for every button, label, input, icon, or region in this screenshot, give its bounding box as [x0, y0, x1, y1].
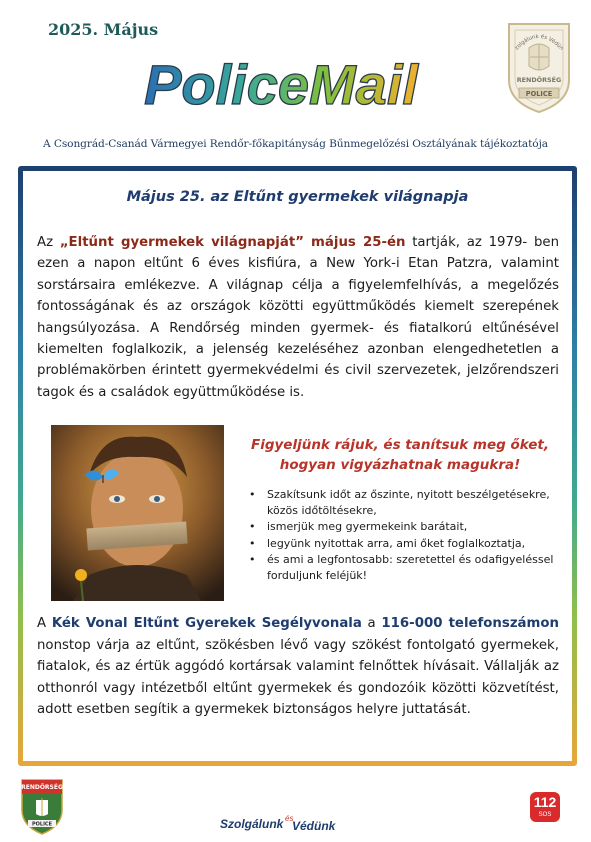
svg-text:és: és: [285, 814, 294, 823]
svg-text:POLICE: POLICE: [525, 90, 553, 98]
gagged-boy-butterfly-photo: [51, 425, 224, 601]
svg-text:Szolgálunk és Védünk: zolgálunk és Védün: [513, 33, 565, 52]
masthead-text: PoliceMail: [144, 53, 418, 116]
svg-text:Szolgálunk: Szolgálunk: [220, 817, 284, 831]
article-frame: [18, 166, 577, 766]
svg-text:Védünk: Védünk: [292, 819, 336, 833]
intro-paragraph: Az „Eltűnt gyermekek világnapját” május 25-én tartják, az 1979- ben ezen a napon eltűnt 6 éves kisfiúra, a New York-i Etan Patzra, valamint sorstársaira emlékezve. A világnap célja a figyelemfelhívás, a megelőzés fontosságának és az országok közötti együttműködés kiemelt szerepének hangsúlyozása. A Rendőrség minden gyermek- és fiatalkorú eltűnésével kiemelten foglalkozik, a jelenség kezeléséhez azonban elengedhetetlen a problémakörben érintett gyermekvédelmi és civil szervezetek, jelzőrendszeri tagok és a családok együttműködése is.: [37, 235, 559, 400]
police-crest-logo: [503, 18, 575, 116]
tips-list: [239, 487, 561, 584]
masthead-logo: [96, 50, 466, 120]
list-item: • és ami a legfontosabb: szeretettel és odafigyeléssel forduljunk feléjük!: [249, 552, 554, 583]
hotline-paragraph: A Kék Vonal Eltűnt Gyerekek Segélyvonala a 116-000 telefonszámon nonstop várja az eltűnt, szökésben lévő vagy szökést fontolgató gyermekek, fiatalok, és az értük aggódó kortársak valamint felnőttek hívásait. Vállalják az otthonról vagy intézetből eltűnt gyermekek és gondozóik közötti közvetítést, adott esetben segítik a gyermekek biztonságos helyre juttatását.: [37, 616, 559, 718]
issue-date: 2025. Május: [48, 20, 159, 39]
hotline-name: Kék Vonal Eltűnt Gyerekek Segélyvonala: [51, 616, 362, 631]
callout-heading: Figyeljünk rájuk, és tanítsuk meg őket, hogyan vigyázhatnak magukra!: [250, 437, 549, 473]
svg-text:RENDŐRSÉG: RENDŐRSÉG: [516, 76, 562, 84]
world-day-highlight: „Eltűnt gyermekek világnapját” május 25-én: [59, 235, 406, 250]
svg-text:POLICE: POLICE: [31, 821, 53, 828]
subtitle: A Csongrád-Csanád Vármegyei Rendőr-főkapitányság Bűnmegelőzési Osztályának tájékoztatója: [43, 138, 548, 150]
list-item: • Szakítsunk időt az őszinte, nyitott beszélgetésekre, közös időtöltésekre,: [249, 488, 550, 518]
article-heading: Május 25. az Eltűnt gyermekek világnapja: [126, 189, 469, 205]
list-item: • legyünk nyitottak arra, ami őket foglalkoztatja,: [249, 536, 526, 550]
list-item: • ismerjük meg gyermekeink barátait,: [249, 520, 468, 534]
svg-text:RENDŐRSÉG: RENDŐRSÉG: [21, 784, 63, 791]
emergency-112-icon: 112 SOS: [530, 792, 560, 822]
police-shield-logo: [18, 776, 66, 836]
hotline-number: 116-000 telefonszámon: [381, 616, 559, 631]
slogan-logo: [220, 810, 336, 834]
